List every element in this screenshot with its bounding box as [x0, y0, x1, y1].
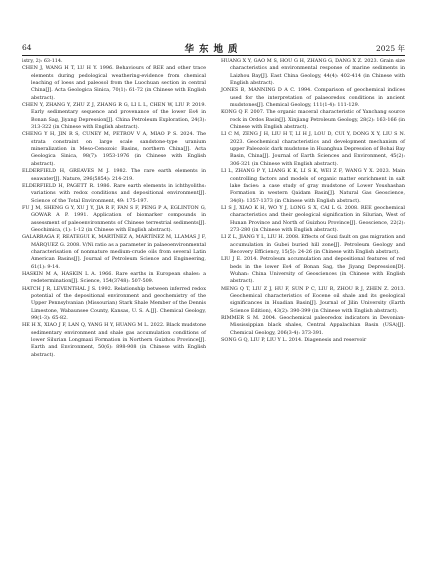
issue-year: 2025 年 — [376, 44, 405, 53]
reference-entry: LI Z L, JIANG Y L, LIU H. 2008. Effects of Guxi fault on gas migration and accumulation in Gubei buried hill zone[J]. Petroleum Geology and Recovery Efficiency, 15(5): 24-26 (in Chinese with English abstract). — [221, 234, 405, 255]
reference-entry: ELDERFIELD H, GREAVES M J. 1982. The rare earth elements in seawater[J]. Nature, 296(5854): 214-219. — [22, 168, 206, 182]
reference-entry: CHEN J, WANG H T, LU H Y. 1996. Behaviours of REE and other trace elements during pedological weathering-evidence from chemical leaching of loess and paleosol from the Luochuan section in central China[J]. Acta Geologica Sinica, 70(1): 61-72 (in Chinese with English abstract). — [22, 65, 206, 101]
reference-entry: RIMMER S M. 2004. Geochemical paleoredox indicators in Devonian-Mississippian black shales, Central Appalachian Basin (USA)[J]. Chemical Geology, 206(3-4): 373-391. — [221, 315, 405, 336]
references-left-column — [22, 58, 206, 359]
reference-entry: HUANG X Y, GAO M S, HOU G H, ZHANG G, DANG X Z. 2023. Grain size characteristics and environmental response of marine sediments in Laizhou Bay[J]. East China Geology, 44(4): 402-414 (in Chinese with English abstract). — [221, 58, 405, 87]
page-header — [22, 41, 405, 56]
reference-entry: KONG Q F. 2007. The organic maceral characteristic of Yanchang source rock in Ordos Basin[J]. Xinjiang Petroleum Geology, 28(2): 163-166 (in Chinese with English abstract). — [221, 109, 405, 131]
reference-entry: ELDERFIELD H, PAGETT R. 1986. Rare earth elements in ichthyoliths: variations with redox conditions and depositional environment[J]. Science of the Total Environment, 49: 175-197. — [22, 182, 206, 204]
reference-entry: LI C M, ZENG J H, LIU H T, LI H J, LOU D, CUI Y, DONG X Y, LIU S N. 2023. Geochemical characteristics and development mechanism of upper Paleozoic dark mudstone in Huanghua Depression of Bohai Bay Basin, China[J]. Journal of Earth Sciences and Environment, 45(2): 306-321 (in Chinese with English abstract). — [221, 131, 405, 167]
reference-entry: FU J M, SHENG G Y, XU J Y, JIA R F, FAN S F, PENG P A, EGLINTON G, GOWAR A P. 1991. Application of biomarker compounds in assessment of paleoenvironments of Chinese terrestrial sediments[J]. Geochimica, (1): 1-12 (in Chinese with English abstract). — [22, 204, 206, 233]
reference-entry: HE H X, XIAO J F, LAN Q, YANG H Y, HUANG M L. 2022. Black mudstone sedimentary environment and shale gas accumulation conditions of lower Silurian Longmaxi Formation in Northern Guizhou Province[J]. Earth and Environment, 50(6): 898-908 (in Chinese with English abstract). — [22, 322, 206, 358]
reference-entry: GALARRAGA F, REATEGUI K, MARTÍNEZ A, MARTÍNEZ M, LLAMAS J F, MÁRQUEZ G. 2008. V/Ni ratio as a parameter in palaeoenvironmental characterisation of nonmature medium-crude oils from several Latin American Basins[J]. Journal of Petroleum Science and Engineering, 61(1): 9-14. — [22, 234, 206, 270]
references-right-column — [221, 58, 405, 344]
reference-entry: CHENG Y H, JIN R S, CUNEY M, PETROV V A, MIAO P S. 2024. The strata constraint on large scale sandstone-type uranium mineralization in Meso-Cenozoic Basins, northern China[J]. Acta Geologica Sinica, 98(7): 1953-1976 (in Chinese with English abstract). — [22, 131, 206, 167]
reference-entry: HASKIN M A, HASKIN L A. 1966. Rare earths in European shales: a redetermination[J]. Science, 154(3748): 507-509. — [22, 270, 206, 285]
page-number: 64 — [22, 43, 32, 52]
reference-entry: HATCH J R, LEVENTHAL J S. 1992. Relationship between inferred redox potential of the depositional environment and geochemistry of the Upper Pennsylvanian (Missourian) Stark Shale Member of the Dennis Limestone, Wabaunsee County, Kansas, U. S. A.[J]. Chemical Geology, 99(1-3): 65-82. — [22, 285, 206, 322]
reference-entry: LI S J, XIAO K H, WO Y J, LONG S X, CAI L G. 2008. REE geochemical characteristics and their geological signification in Silurian, West of Hunan Province and North of Guizhou Province[J]. Geoscience, 22(2): 273-280 (in Chinese with English abstract). — [221, 204, 405, 233]
reference-entry: SONG G Q, LIU P, LIU Y L. 2014. Diagenesis and reservoir — [221, 337, 367, 344]
reference-entry: LIU J E. 2014. Petroleum accumulation and depositional features of red beds in the lower Es4 of Bonan Sag, the Jiyang Depression[D]. Wuhan: China University of Geosciences (in Chinese with English abstract). — [221, 256, 405, 285]
reference-entry: CHEN Y, ZHANG Y, ZHU Z J, ZHANG R G, LI L L, CHEN W, LIU P. 2019. Early sedimentary sequence and provenance of the lower Es4 in Bonan Sag, Jiyang Depression[J]. China Petroleum Exploration, 24(3): 313-322 (in Chinese with English abstract). — [22, 102, 206, 131]
reference-entry: JONES B, MANNING D A C. 1994. Comparison of geochemical indices used for the interpretation of palaeoredox conditions in ancient mudstones[J]. Chemical Geology, 111(1-4): 111-129. — [221, 87, 405, 109]
reference-entry: istry, 2): 63-114. — [22, 58, 63, 64]
journal-title: 华东地质 — [184, 44, 243, 55]
reference-entry: LI L, ZHANG P Y, LIANG K K, LI S K, WEI Z F, WANG Y X. 2023. Main controlling factors and models of organic matter enrichment in salt lake facies: a case study of gray mudstone of Lower Youshashan Formation in western Qaidam Basin[J]. Natural Gas Geoscience, 34(8): 1357-1373 (in Chinese with English abstract). — [221, 168, 405, 204]
reference-entry: MENG Q T, LIU Z J, HU F, SUN P C, LIU R, ZHOU R J, ZHEN Z. 2013. Geochemical characteristics of Eocene oil shale and its geological significances in Huadian Basin[J]. Journal of Jilin University (Earth Science Edition), 43(2): 390-399 (in Chinese with English abstract). — [221, 285, 405, 314]
